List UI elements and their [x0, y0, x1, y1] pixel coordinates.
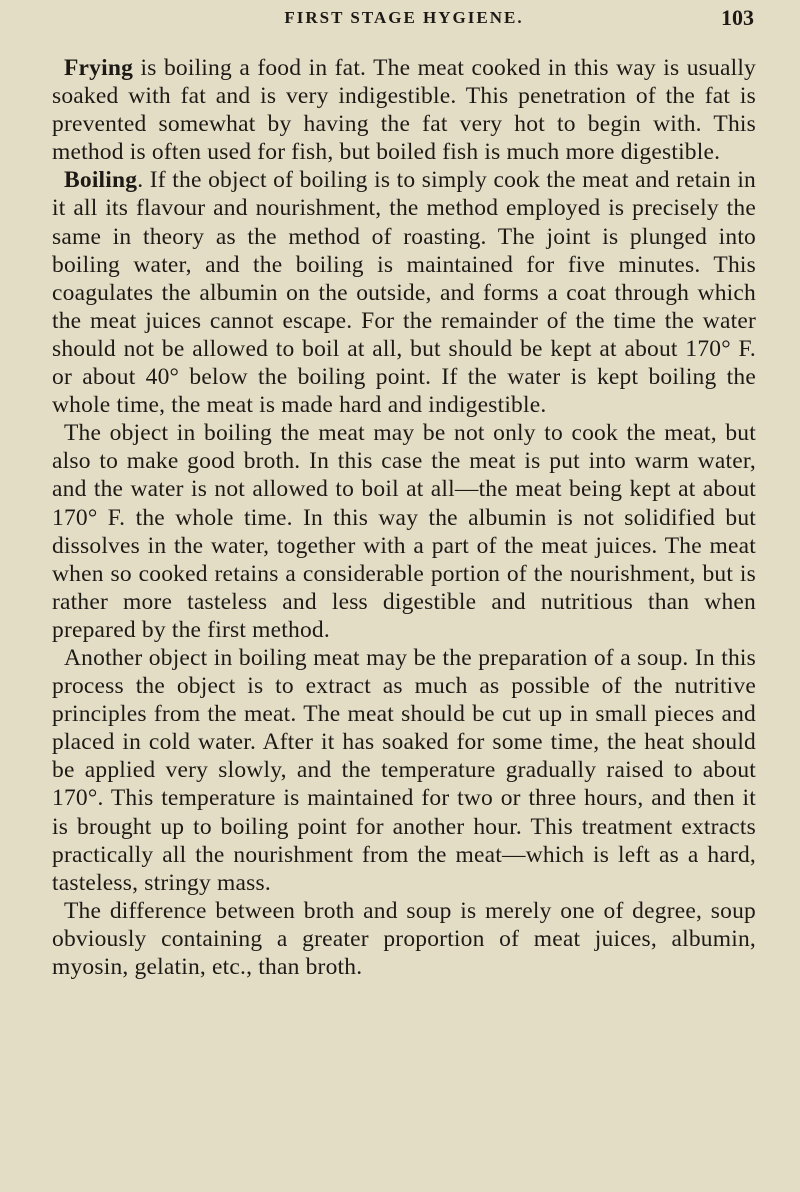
paragraph-text: . If the object of boiling is to simply cook the meat and retain in it all its flavour and nourishment, the method employed is precisely the same in theory as the method of roasting. The joint is plunged into boiling water, and the boiling is maintained for five minutes. This coagulates the albumin on the outside, and forms a coat through which the meat juices cannot escape. For the remainder of the time the water should not be allowed to boil at all, but should be kept at about 170° F. or about 40° below the boiling point. If the water is kept boiling the whole time, the meat is made hard and indigestible.	[52, 167, 756, 419]
paragraph-text: is boiling a food in fat. The meat cooked in this way is usually soaked with fat and is very indigestible. This penetration of the fat is prevented somewhat by having the fat very hot to begin with. This method is often used for fish, but boiled fish is much more digestible.	[52, 55, 756, 166]
paragraph-difference	[52, 897, 756, 981]
paragraph-frying	[52, 54, 756, 166]
paragraph-text: Another object in boiling meat may be the preparation of a soup. In this process the object is to extract as much as possible of the nutritive principles from the meat. The meat should be cut up in small pieces and placed in cold water. After it has soaked for some time, the heat should be applied very slowly, and the temperature gradually raised to about 170°. This temperature is maintained for two or three hours, and then it is brought up to boiling point for another hour. This treatment extracts practically all the nourishment from the meat—which is left as a hard, tasteless, stringy mass.	[52, 644, 756, 896]
paragraph-boiling	[52, 166, 756, 419]
paragraph-text: The object in boiling the meat may be not only to cook the meat, but also to make good broth. In this case the meat is put into warm water, and the water is not allowed to boil at all—the meat being kept at about 170° F. the whole time. In this way the albumin is not solidified but dissolves in the water, together with a part of the meat juices. The meat when so cooked retains a considerable portion of the nourishment, but is rather more tasteless and less digestible and nutritious than when prepared by the first method.	[52, 420, 756, 643]
paragraph-soup	[52, 644, 756, 897]
page-number: 103	[721, 5, 754, 30]
running-header	[52, 0, 756, 36]
paragraph-text: The difference between broth and soup is merely one of degree, soup obviously containing a greater proportion of meat juices, albumin, myosin, gelatin, etc., than broth.	[52, 897, 756, 980]
body-text	[52, 54, 756, 981]
paragraph-lead-boiling: Boiling	[64, 167, 138, 194]
running-title: FIRST STAGE HYGIENE.	[284, 8, 524, 27]
paragraph-lead-frying: Frying	[64, 55, 134, 81]
paragraph-broth	[52, 419, 756, 644]
